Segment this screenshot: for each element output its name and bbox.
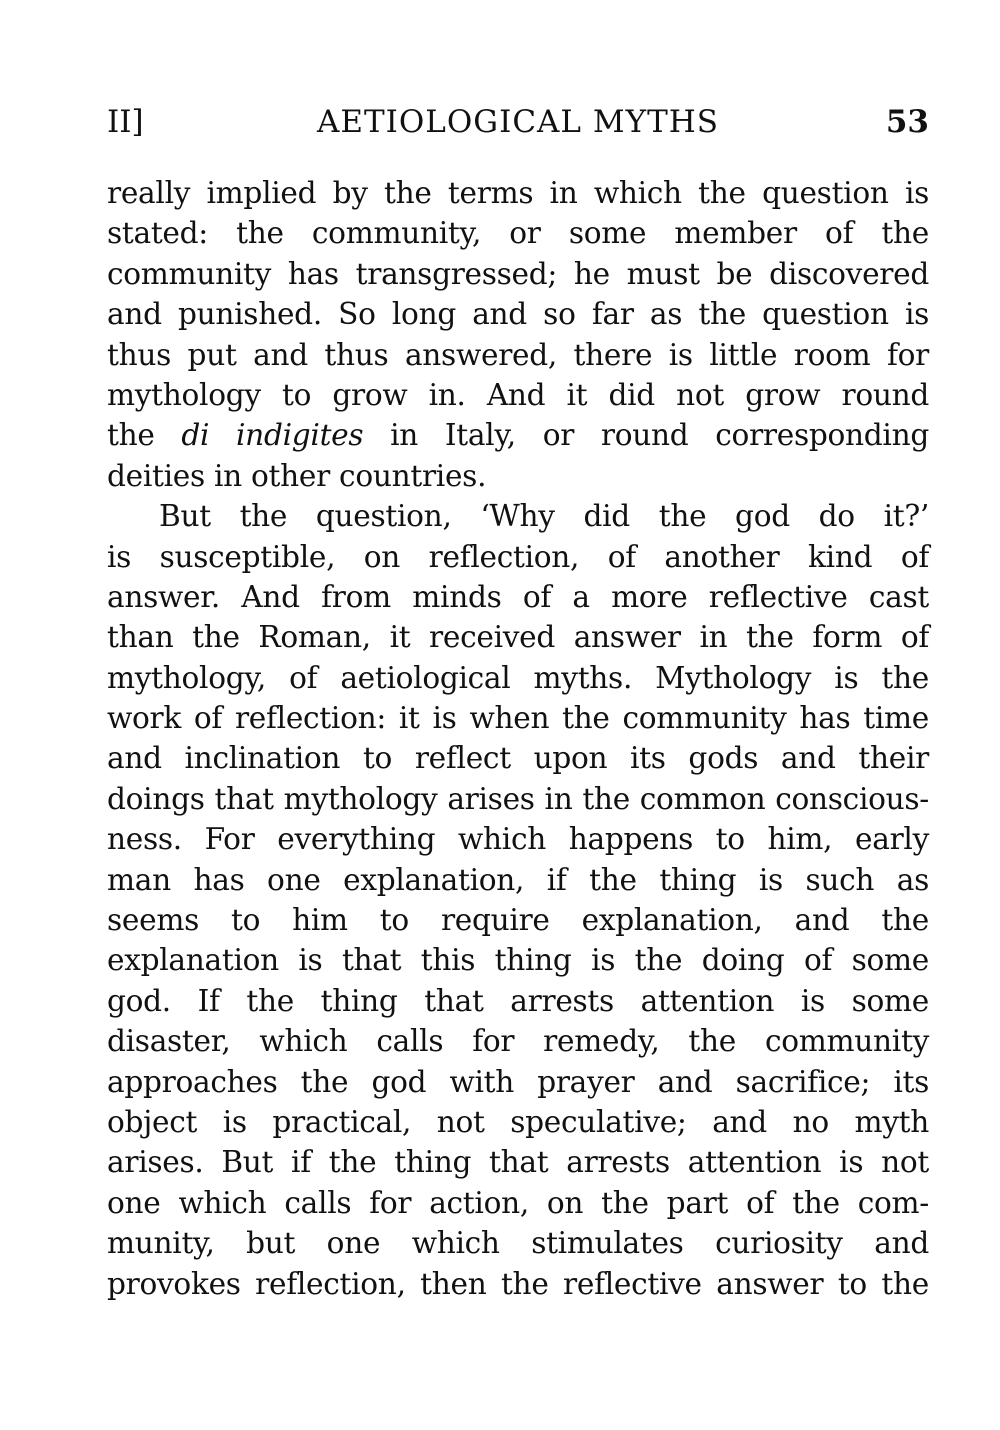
text-line: mythology to grow in. And it did not grow round [107,377,929,412]
text-fragment: the [107,418,182,453]
paragraph-2 [107,496,929,1304]
running-title: AETIOLOGICAL MYTHS [316,104,720,140]
text-line: object is practical, not speculative; and no myth [107,1104,929,1139]
body-text [107,173,929,1304]
text-line: explanation is that this thing is the doing of some [107,943,929,978]
text-line: community has transgressed; he must be discovered [107,256,929,291]
text-line: is susceptible, on reflection, of another kind of [107,539,929,574]
text-line: doings that mythology arises in the common conscious- [107,781,929,816]
section-number: II] [107,104,144,140]
text-line: and punished. So long and so far as the question is [107,297,929,332]
text-line: thus put and thus answered, there is little room for [107,337,929,372]
text-line: than the Roman, it received answer in the form of [107,620,929,655]
text-line: deities in other countries. [107,458,487,493]
text-line: But the question, ‘Why did the god do it?’ [159,499,929,534]
text-line: really implied by the terms in which the question is [107,176,929,210]
text-line: god. If the thing that arrests attention is some [107,983,929,1018]
text-line: mythology, of aetiological myths. Mythology is the [107,660,929,695]
text-line: one which calls for action, on the part of the com- [107,1185,929,1220]
italic-term: di indigites [181,418,364,453]
page-number: 53 [885,104,929,140]
text-line: ness. For everything which happens to him, early [107,822,929,857]
text-line: answer. And from minds of a more reflective cast [107,579,929,614]
text-line: munity, but one which stimulates curiosity and [107,1226,929,1261]
text-line: provokes reflection, then the reflective answer to the [107,1266,929,1301]
text-line: stated: the community, or some member of the [107,216,929,251]
text-line: and inclination to reflect upon its gods and their [107,741,929,776]
text-line: man has one explanation, if the thing is such as [107,862,929,897]
text-line: approaches the god with prayer and sacrifice; its [107,1064,929,1099]
running-header [107,98,929,146]
text-line-with-italic [107,415,929,455]
text-line: work of reflection: it is when the community has time [107,701,929,736]
text-line: arises. But if the thing that arrests attention is not [107,1145,929,1180]
paragraph-1 [107,173,929,496]
text-line: disaster, which calls for remedy, the community [107,1024,929,1059]
text-line: seems to him to require explanation, and the [107,903,929,938]
text-fragment: in Italy, or round corresponding [363,418,929,453]
